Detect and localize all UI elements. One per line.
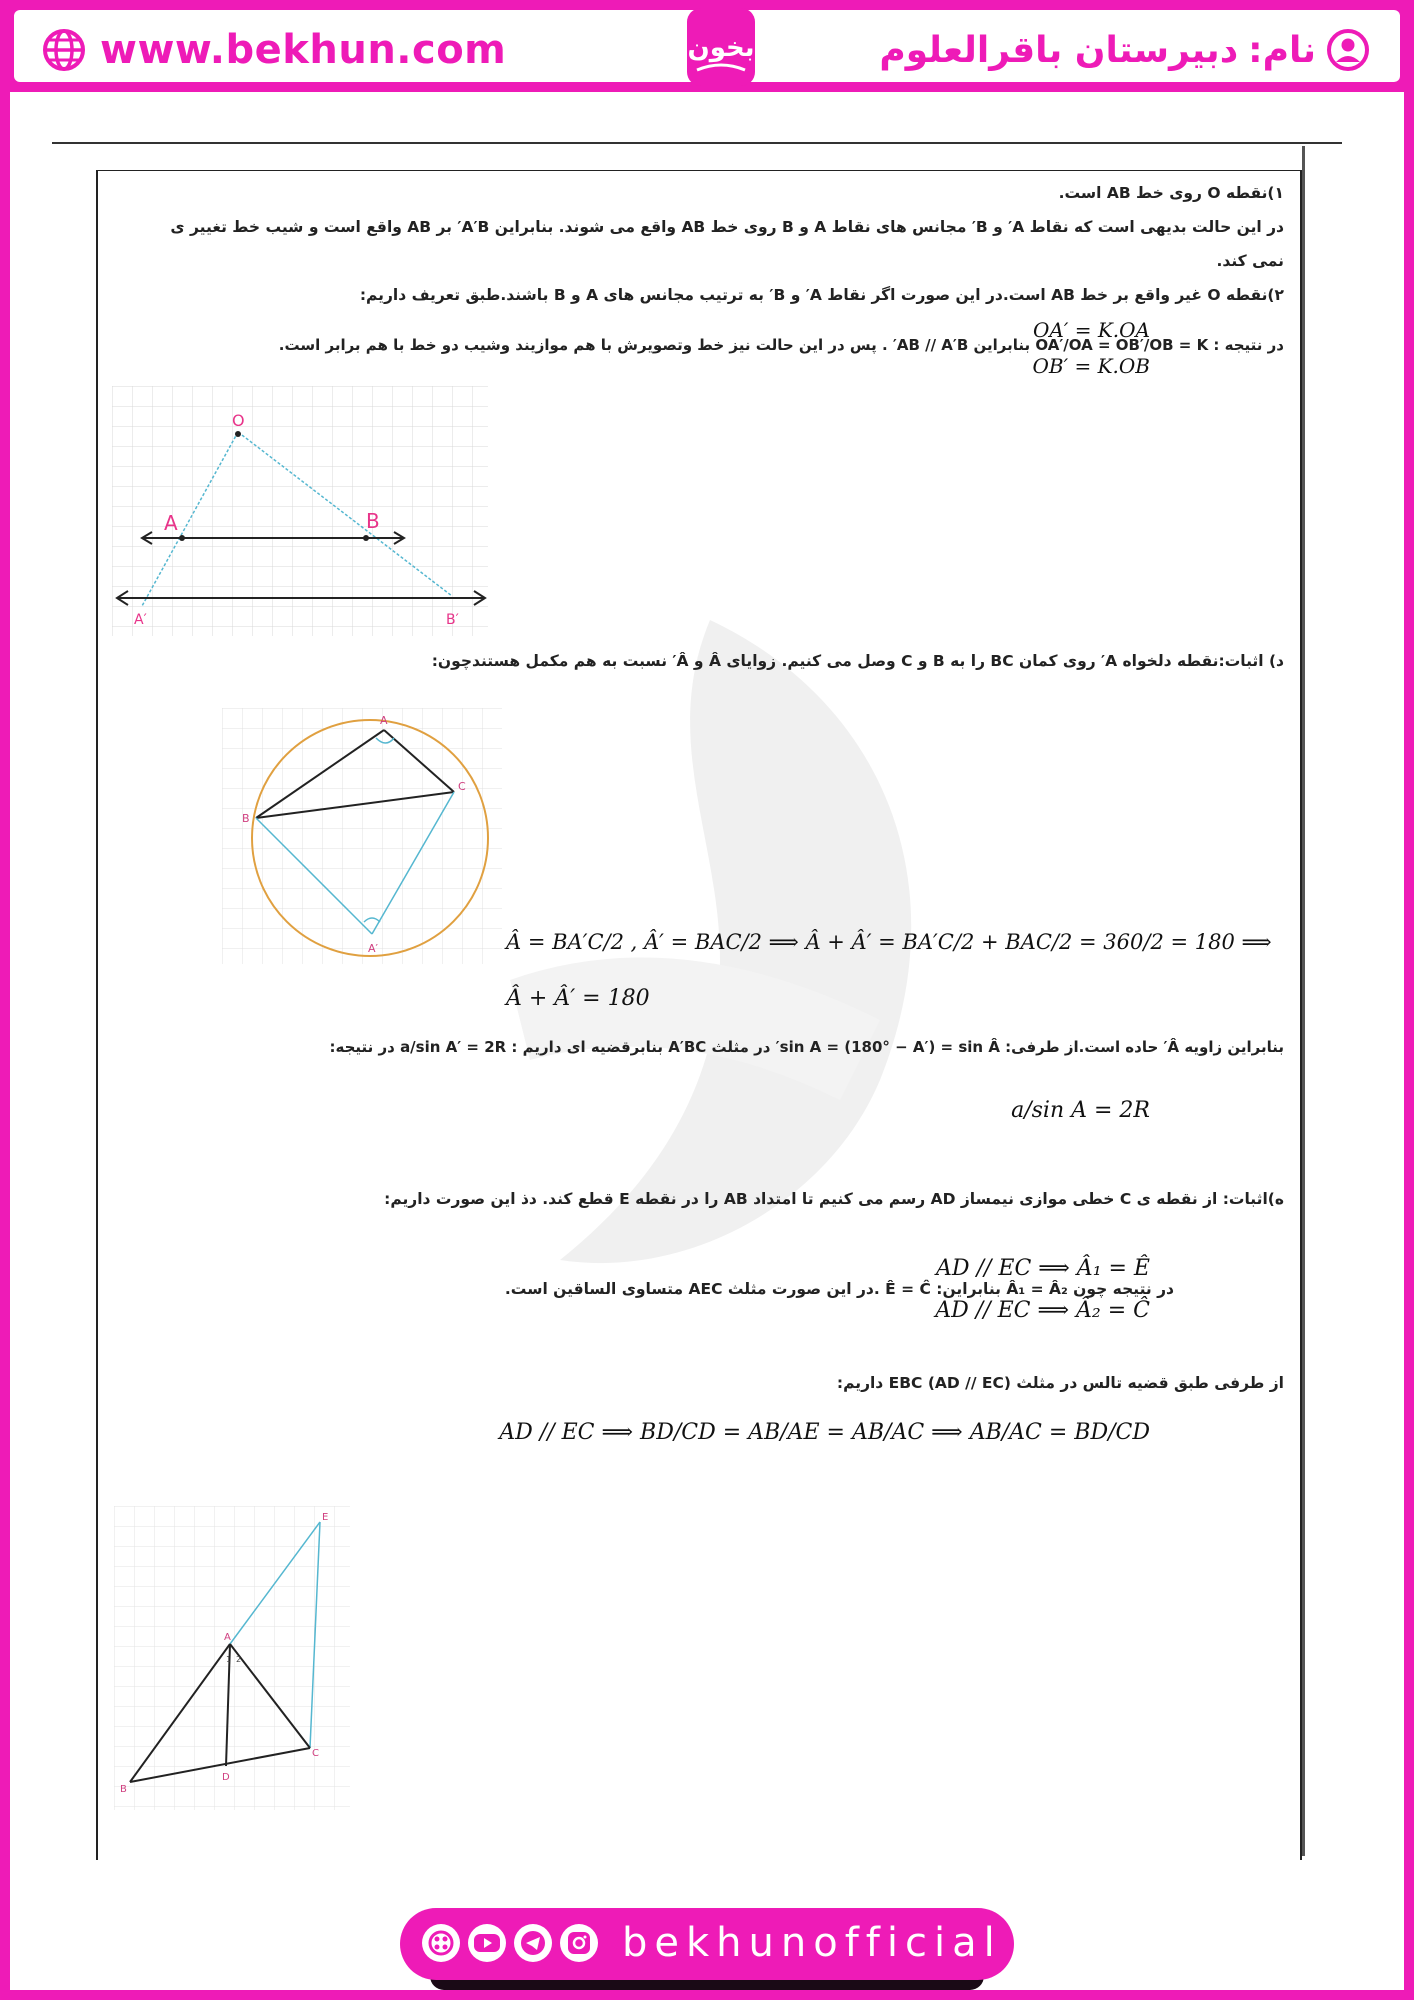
header-bar [0,0,1414,92]
telegram-icon[interactable] [514,1924,552,1962]
social-handle[interactable]: bekhunofficial [622,1920,1002,1966]
para-sine-law: بنابراین زاویه Â′ حاده است.از طرفی: sin A = (180° − A′) = sin Â′ در مثلث A′BC بنابرقضیه ای داریم : a/sin A′ = 2R در نتیجه: [329,1038,1284,1056]
para-thales: از طرفی طبق قضیه تالس در مثلث EBC (AD // EC) داریم: [836,1374,1284,1392]
eq-ob: OB′ = K.OB [1032,354,1150,378]
social-links [422,1924,598,1962]
fig2-label-b: B [242,812,250,825]
fig1-label-a-prime: A′ [134,612,147,628]
para-case1: ۱)نقطه O روی خط AB است. [1058,184,1284,202]
eq-parallel-2: AD // EC ⟹ Â₂ = Ĉ [935,1298,1150,1323]
logo-text: بخون [687,33,755,63]
para-case2-result: در نتیجه : OA′/OA = OB′/OB = K بنابراین AB // A′B′ . پس در این حالت نیز خط وتصویرش با هم موازیند وشیب دو خط با هم برابر است. [278,336,1284,354]
fig3-label-d: D [222,1772,230,1783]
eq-angle-180: Â + Â′ = 180 [506,986,650,1011]
page-shadow [1302,146,1305,1856]
para-case1-end: نمی کند. [1216,252,1284,270]
footer-bar [400,1908,1014,1980]
figure-circle [222,708,502,964]
fig3-label-b: B [120,1784,127,1795]
figure-homothety [112,386,488,636]
aparat-icon[interactable] [422,1924,460,1962]
user-icon [1326,28,1370,72]
fig2-label-a: A [380,714,388,727]
eq-thales: AD // EC ⟹ BD/CD = AB/AE = AB/AC ⟹ AB/AC = BD/CD [499,1420,1150,1445]
header-panel [14,10,1400,82]
para-case1-detail: در این حالت بدیهی است که نقاط A′ و B′ مجانس های نقاط A و B روی خط AB واقع می شوند. بنابراین A′B′ بر AB واقع است و شیب خط تغییر ی [170,218,1284,236]
instagram-icon[interactable] [560,1924,598,1962]
fig3-label-a: A [224,1632,231,1643]
fig3-label-1: 1 [226,1655,232,1664]
fig2-label-a-prime: A′ [368,942,379,955]
page-top-rule [52,142,1342,144]
fig3-label-e: E [322,1512,329,1523]
fig1-label-b-prime: B′ [446,612,459,628]
fig3-label-2: 2 [236,1655,242,1664]
student-name [879,30,1370,70]
fig3-label-c: C [312,1748,319,1759]
site-link[interactable] [42,27,507,73]
para-isosceles: در نتیجه چون Â₁ = Â₂ بنابراین: Ê = Ĉ .در این صورت مثلث AEC متساوی الساقین است. [504,1280,1174,1298]
site-url[interactable]: www.bekhun.com [100,27,507,73]
para-part-e: ه)اثبات: از نقطه ی C خطی موازی نیمساز AD رسم می کنیم تا امتداد AB را در نقطه E قطع کند. دذ این صورت داریم: [384,1190,1284,1208]
para-case2: ۲)نقطه O غیر واقع بر خط AB است.در این صورت اگر نقاط A′ و B′ به ترتیب مجانس های A و B باشند.طبق تعریف داریم: [359,286,1284,304]
bekhun-logo [681,4,761,90]
eq-oa: OA′ = K.OA [1033,318,1150,342]
name-label: نام: [1248,29,1316,71]
eq-angle-sum: Â = BA′C/2 , Â′ = BAC/2 ⟹ Â + Â′ = BA′C/2 + BAC/2 = 360/2 = 180 ⟹ [506,930,1272,954]
fig1-label-b: B [366,509,380,533]
para-part-d: د) اثبات:نقطه دلخواه A′ روی کمان BC را به B و C وصل می کنیم. زوایای Â و Â′ نسبت به هم مکمل هستندچون: [431,652,1284,670]
name-value: دبیرستان باقرالعلوم [879,29,1239,71]
fig2-label-c: C [458,780,466,793]
fig1-label-a: A [164,511,178,535]
globe-icon [42,28,86,72]
eq-sine-law: a/sin A = 2R [1011,1098,1150,1123]
fig1-label-o: O [232,411,245,430]
figure-bisector [114,1506,350,1810]
eq-parallel-1: AD // EC ⟹ Â₁ = Ê [936,1256,1150,1281]
youtube-icon[interactable] [468,1924,506,1962]
